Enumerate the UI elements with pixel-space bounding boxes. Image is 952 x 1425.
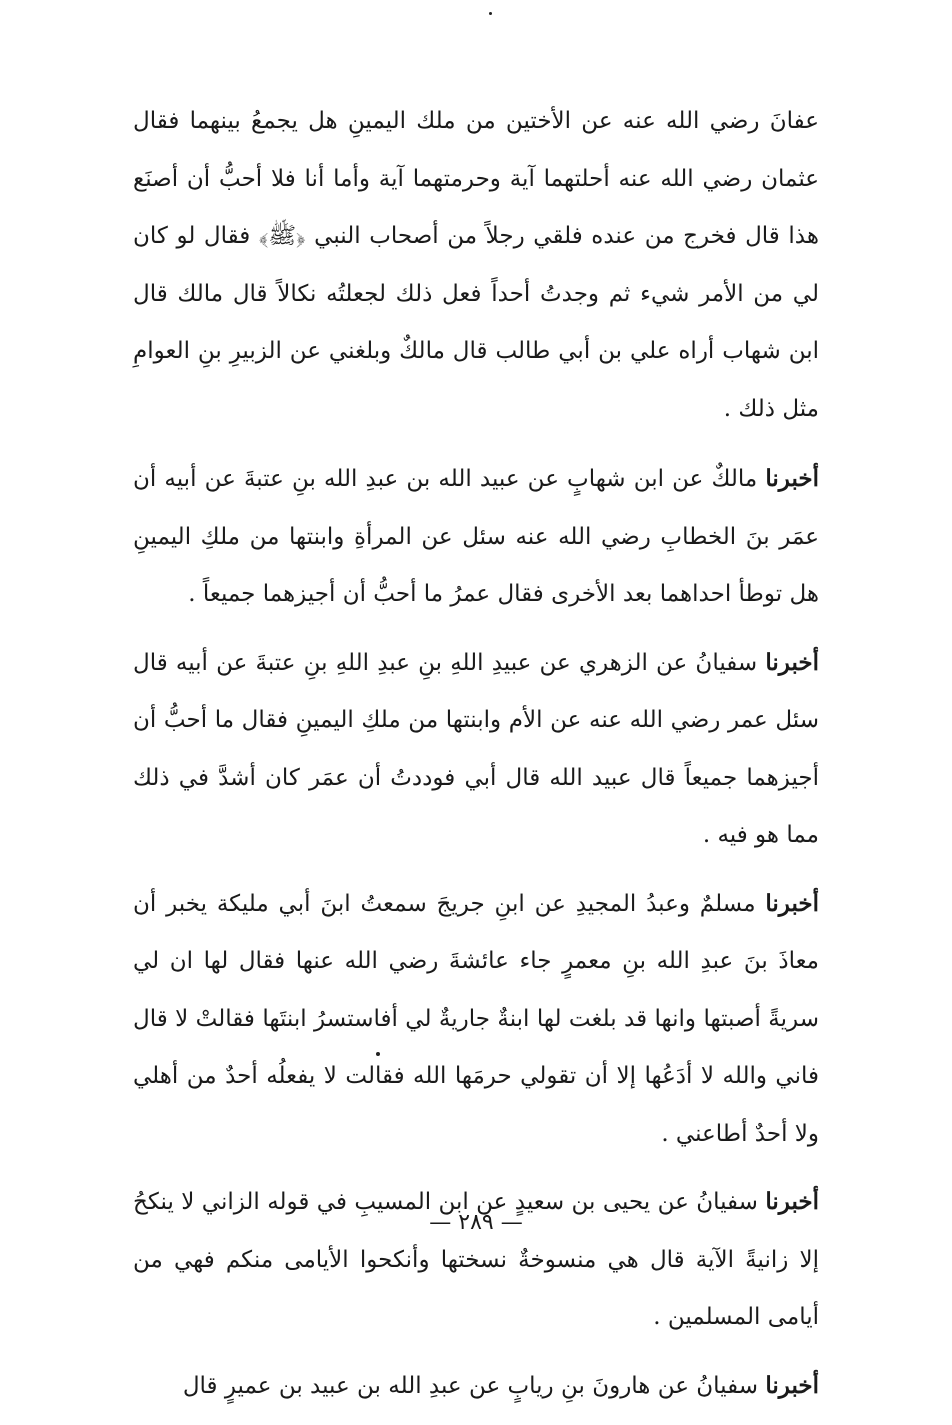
paragraph-text: مالكٌ عن ابن شهابٍ عن عبيد الله بن عبدِ الله بنِ عتبةَ عن أبيه أن عمَر بنَ الخطابِ رضي الله عنه سئل عن المرأةِ وابنتها من ملكِ اليمينِ هل توطأ احداهما بعد الأخرى فقال عمرُ ما أحبُّ أن أجيزهما جميعاً . xyxy=(133,466,819,607)
paragraph-lead: أخبرنا xyxy=(765,648,819,676)
paragraph-text: سفيانُ عن هارونَ بنِ ريابٍ عن عبدِ الله بن عبيد بن عميرٍ قال xyxy=(182,1372,766,1399)
paragraph-text: سفيانُ عن يحيى بن سعيدٍ عن ابن المسيبِ في قوله الزاني لا ينكحُ إلا زانيةً الآية قال هي منسوخةٌ نسختها وأنكحوا الأيامى منكم فهي من أيامى المسلمين . xyxy=(133,1189,819,1330)
paragraph-4 xyxy=(133,875,819,1164)
paragraph-2 xyxy=(133,450,819,624)
paragraph-text: عفانَ رضي الله عنه عن الأختين من ملك اليمينِ هل يجمعُ بينهما فقال عثمان رضي الله عنه أحلتهما آية وحرمتهما آية وأما أنا فلا أحبُّ أن أصنَع هذا قال فخرج من عنده فلقي رجلاً من أصحاب النبي ﴿ﷺ﴾ فقال لو كان لي من الأمر شيء ثم وجدتُ أحداً فعل ذلك لجعلتُه نكالاً قال مالك قال ابن شهاب أراه علي بن أبي طالب قال مالكٌ وبلغني عن الزبيرِ بنِ العوامِ مثل ذلك . xyxy=(133,108,819,422)
page-speck xyxy=(489,12,492,15)
paragraph-lead: أخبرنا xyxy=(765,1371,819,1399)
paragraph-text: مسلمٌ وعبدُ المجيدِ عن ابنِ جريجَ سمعتُ ابنَ أبي مليكة يخبر أن معاذَ بنَ عبدِ الله بنِ معمرٍ جاء عائشةَ رضي الله عنها فقال لها ان لي سريةً أصبتها وانها قد بلغت لها ابنةٌ جاريةٌ لي أفاستسرُ ابنتَها فقالتْ لا قال فاني والله لا أدَعُها إلا أن تقولي حرمَها الله فقالت لا يفعلُه أحدٌ من أهلي ولا أحدٌ أطاعني . xyxy=(133,890,819,1147)
paragraph-text: سفيانُ عن الزهري عن عبيدِ اللهِ بنِ عبدِ اللهِ بنِ عتبةَ عن أبيه قال سئل عمر رضي الله عنه عن الأم وابنتها من ملكِ اليمينِ فقال ما أحبُّ أن أجيزهما جميعاً قال عبيد الله قال أبي فوددتُ أن عمَر كان أشدَّ في ذلك مما هو فيه . xyxy=(133,649,819,848)
paragraph-lead: أخبرنا xyxy=(765,1188,819,1215)
paragraph-6 xyxy=(133,1357,819,1416)
paragraph-3 xyxy=(133,634,819,865)
paragraph-lead: أخبرنا xyxy=(765,889,819,917)
page-number: — ٢٨٩ — xyxy=(429,1210,523,1235)
paragraph-1 xyxy=(133,92,819,438)
paragraph-5 xyxy=(133,1173,819,1347)
paragraph-lead: أخبرنا xyxy=(765,465,819,492)
